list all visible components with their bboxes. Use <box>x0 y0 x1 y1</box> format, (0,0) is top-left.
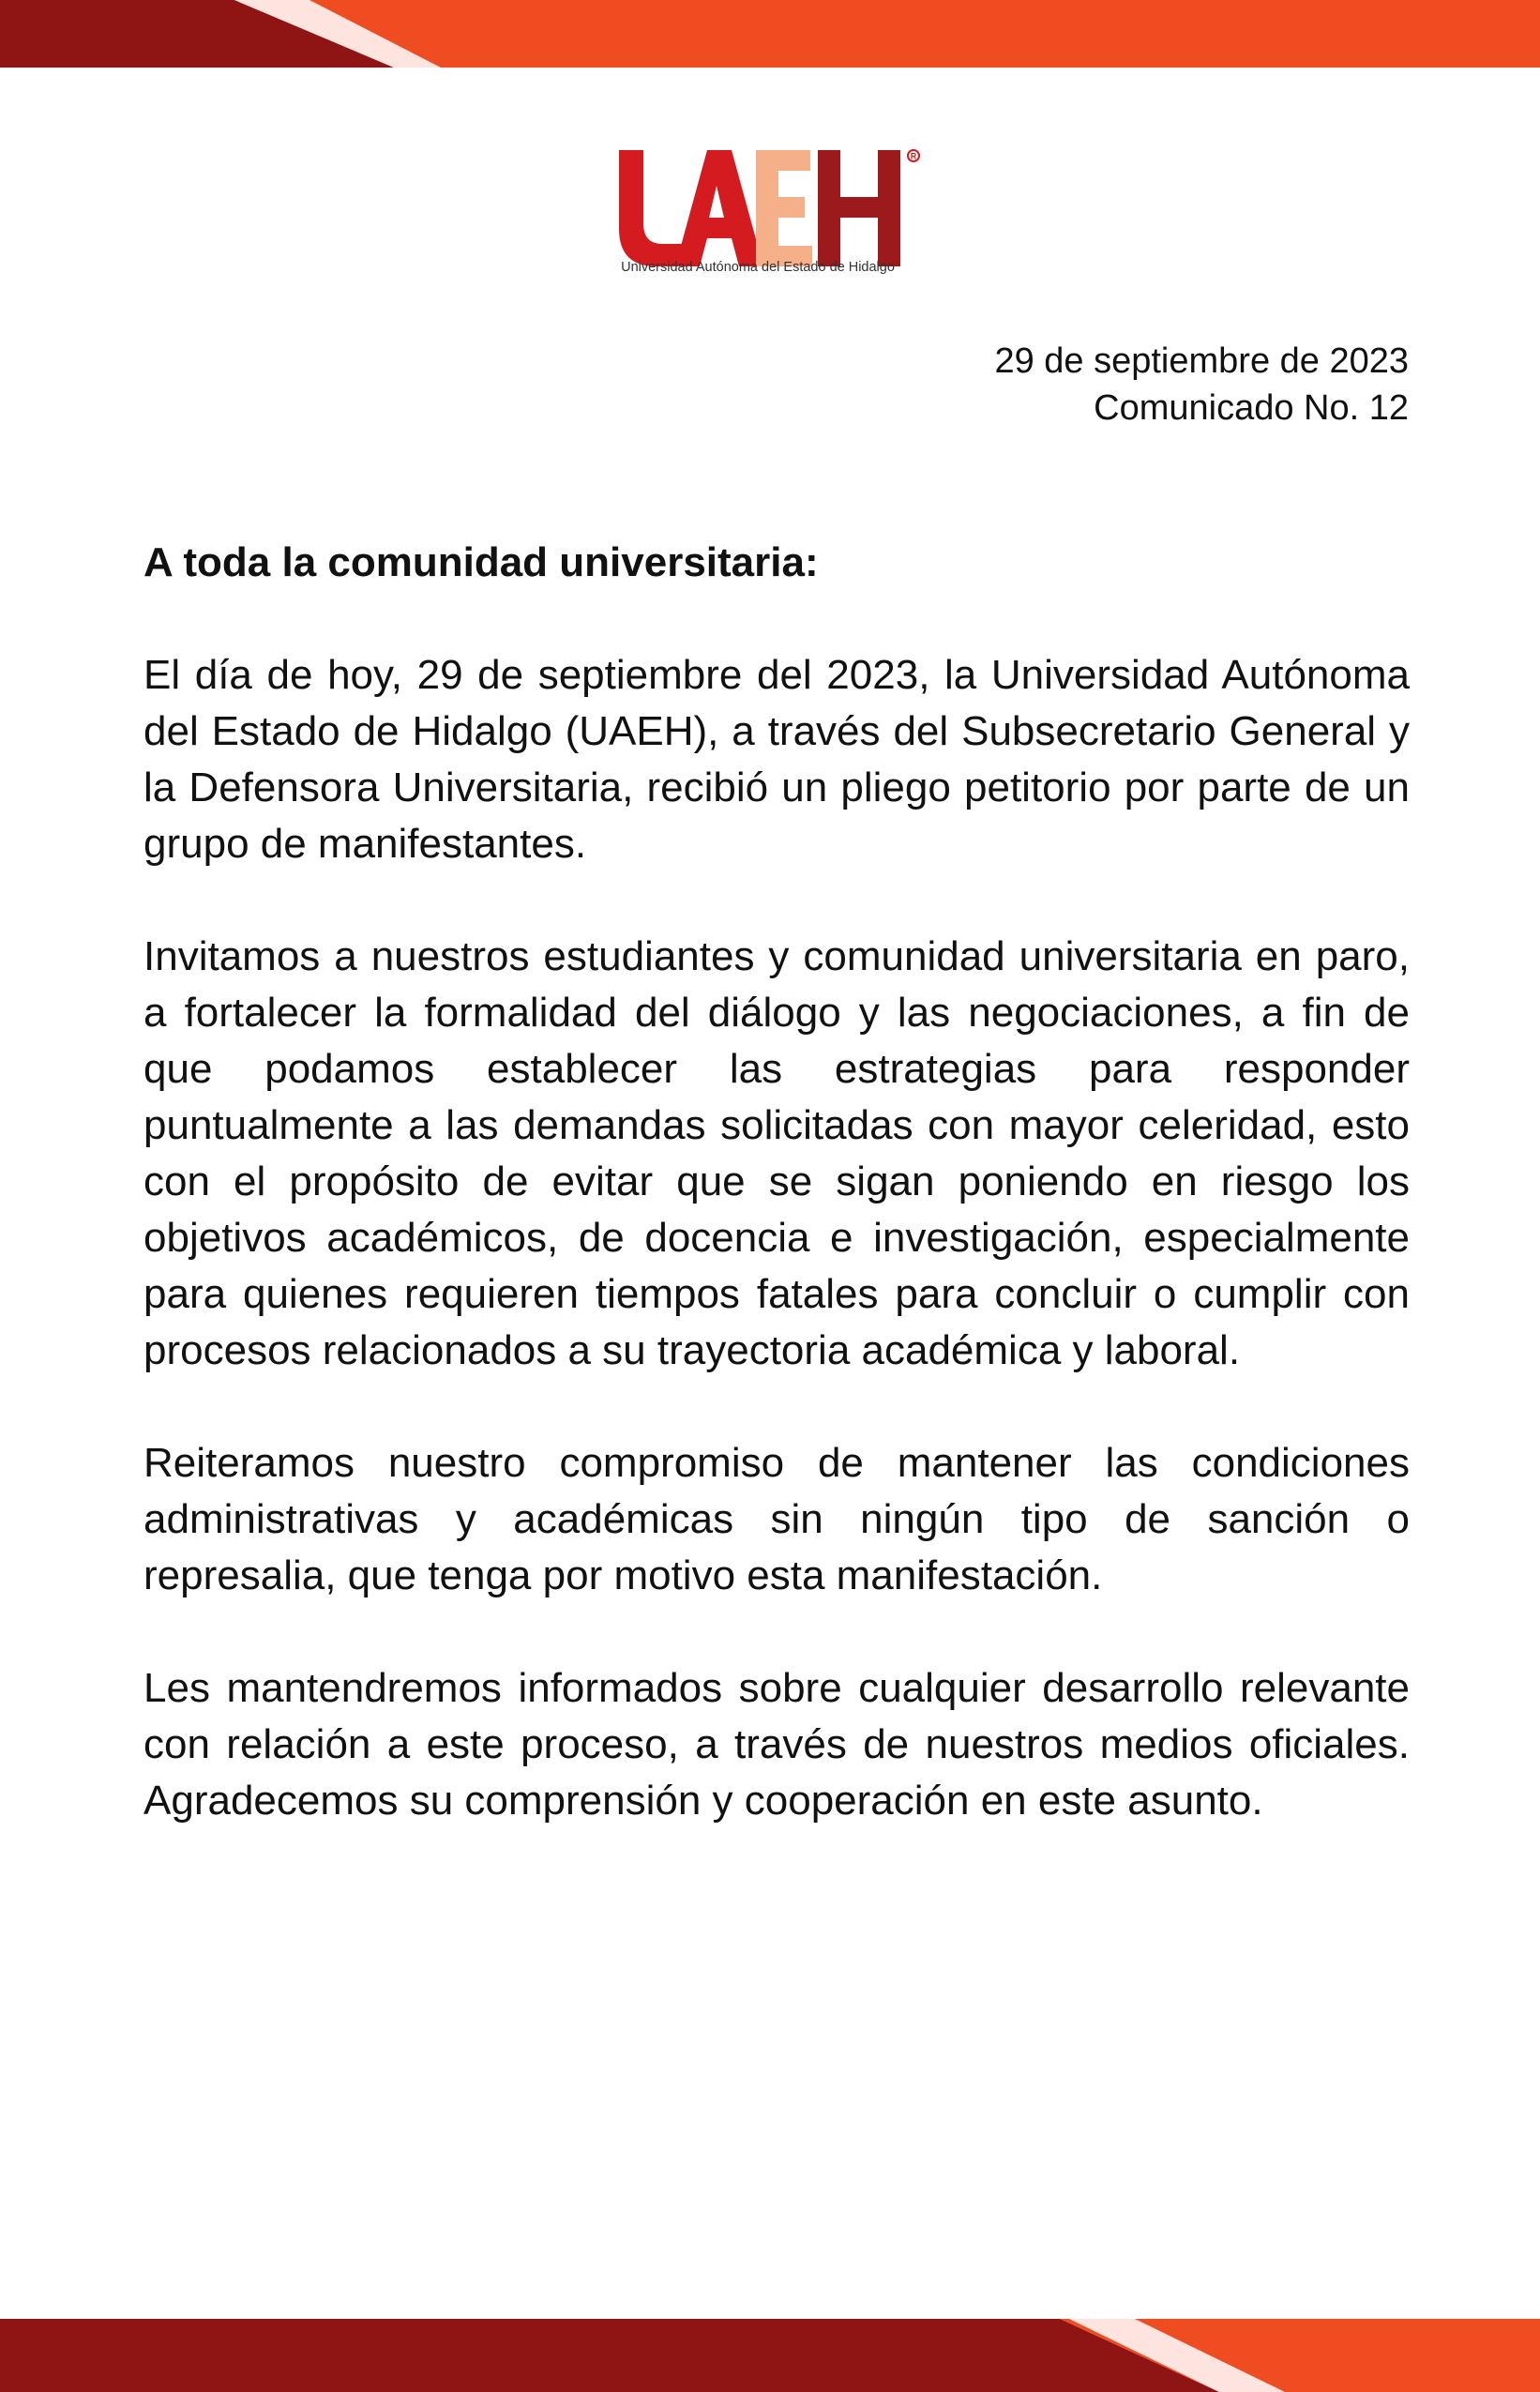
document-body <box>143 535 1410 1885</box>
document-meta <box>994 338 1409 431</box>
paragraph-4: Les mantendremos informados sobre cualquier desarrollo relevante con relación a este proceso, a través de nuestros medios oficiales. Agradecemos su comprensión y cooperación en este asunto. <box>143 1665 1410 1824</box>
document-date: 29 de septiembre de 2023 <box>994 341 1409 381</box>
svg-text:R: R <box>910 151 917 161</box>
uaeh-logo <box>617 133 927 281</box>
document-number: Comunicado No. 12 <box>1094 388 1409 428</box>
paragraph-3: Reiteramos nuestro compromiso de mantener las condiciones administrativas y académicas sin ningún tipo de sanción o represalia, que tenga por motivo esta manifestación. <box>143 1440 1410 1598</box>
paragraph-2: Invitamos a nuestros estudiantes y comunidad universitaria en paro, a fortalecer la formalidad del diálogo y las negociaciones, a fin de que podamos establecer las estrategias para responder puntualmente a las demandas solicitadas con mayor celeridad, esto con el propósito de evitar que se sigan poniendo en riesgo los objetivos académicos, de docencia e investigación, especialmente para quienes requieren tiempos fatales para concluir o cumplir con procesos relacionados a su trayectoria académica y laboral. <box>143 933 1410 1373</box>
logo-caption: Universidad Autónoma del Estado de Hidalgo <box>621 260 895 275</box>
paragraph-1: El día de hoy, 29 de septiembre del 2023, la Universidad Autónoma del Estado de Hidalgo (UAEH), a través del Subsecretario General y la Defensora Universitaria, recibió un pliego petitorio por parte de un grupo de manifestantes. <box>143 652 1410 867</box>
top-decorative-band <box>0 0 1540 68</box>
bottom-decorative-band <box>0 2319 1540 2392</box>
salutation: A toda la comunidad universitaria: <box>143 539 819 585</box>
